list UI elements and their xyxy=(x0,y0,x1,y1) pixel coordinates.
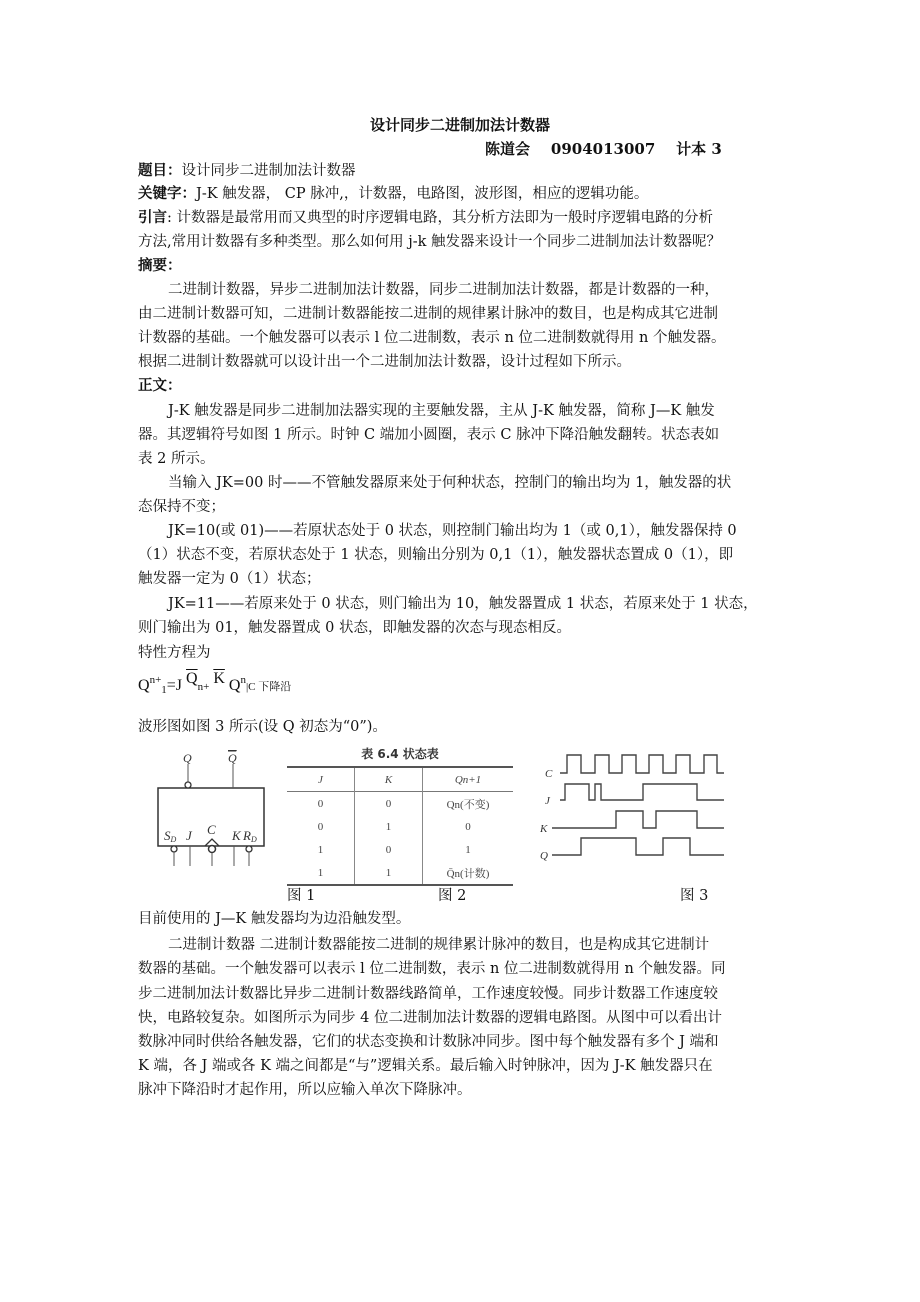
body-line: JK=11——若原来处于 0 状态，则门输出为 10，触发器置成 1 状态，若原来处于 1 状态， xyxy=(168,596,758,612)
k-signal-label: K xyxy=(540,823,548,835)
fig3-waveform xyxy=(540,748,740,868)
table-cell: 0 xyxy=(355,792,423,816)
table-cell: Q̄n(计数) xyxy=(446,867,490,880)
c-bubble xyxy=(209,846,216,853)
header-qn1: Qn+1 xyxy=(454,773,482,786)
state-table xyxy=(287,766,513,886)
keywords-label: 关键字： xyxy=(138,185,196,202)
body-line: 触发器一定为 0（1）状态； xyxy=(138,571,321,587)
formula-q2: Q xyxy=(228,677,241,694)
final-line: 步二进制加法计数器比异步二进制计数器线路简单，工作速度较慢。同步计数器工作速度较 xyxy=(138,986,718,1002)
after-fig-line: 目前使用的 J—K 触发器均为边沿触发型。 xyxy=(138,911,411,927)
formula-eq: =J xyxy=(166,677,183,694)
body-label: 正文： xyxy=(138,377,182,394)
body-line: JK=10(或 01)——若原状态处于 0 状态，则控制门输出均为 1（或 0,1），触发器保持 0 xyxy=(168,523,737,539)
table-cell: 0 xyxy=(465,820,471,833)
body-line: 表 2 所示。 xyxy=(138,451,215,467)
formula-kbar: $\overline{K}$ xyxy=(213,670,225,687)
final-line: 数器的基础。一个触发器可以表示 l 位二进制数，表示 n 位二进制数就得用 n 个触发器。同 xyxy=(138,961,726,977)
k-pin-label: K xyxy=(232,828,241,843)
formula-sup2: n xyxy=(240,674,246,686)
formula-nplus: n+ xyxy=(197,681,210,693)
body-line: 则门输出为 01，触发器置成 0 状态，即触发器的次态与现态相反。 xyxy=(138,620,572,636)
final-line: 脉冲下降沿时才起作用，所以应输入单次下降脉冲。 xyxy=(138,1082,472,1098)
table-row xyxy=(287,861,513,885)
header-j: J xyxy=(287,767,355,792)
body-line: （1）状态不变，若原状态处于 1 状态，则输出分别为 0,1（1），触发器状态置成 0（1），即 xyxy=(138,547,734,563)
c-signal-label: C xyxy=(545,768,553,780)
table-cell: 1 xyxy=(355,861,423,885)
final-line: 数脉冲同时供给各触发器，它们的状态变换和计数脉冲同步。图中每个触发器有多个 J 端和 xyxy=(138,1034,719,1050)
author-line: 陈道会 0904013007 计本 3 xyxy=(485,140,722,158)
j-signal-label: J xyxy=(545,795,550,807)
body-line: 态保持不变； xyxy=(138,499,225,515)
topic-label: 题目： xyxy=(138,162,182,179)
formula-q: Q xyxy=(138,677,150,694)
rd-pin-label: RD xyxy=(243,828,257,844)
final-line: 二进制计数器 二进制计数器能按二进制的规律累计脉冲的数目，也是构成其它进制计 xyxy=(168,937,710,953)
fig1-jk-symbol xyxy=(150,748,270,868)
final-line: 快，电路较复杂。如图所示为同步 4 位二进制加法计数器的逻辑电路图。从图中可以看出计 xyxy=(138,1010,722,1026)
formula-condition: |C 下降沿 xyxy=(245,681,292,693)
formula-qbar: $\overline{Q}$ xyxy=(186,670,198,687)
body-line: J-K 触发器是同步二进制加法器实现的主要触发器，主从 J-K 触发器，简称 J—K 触发 xyxy=(168,403,715,419)
formula-sup: n+ xyxy=(149,674,162,686)
k-waveform xyxy=(552,811,724,828)
fig2-caption: 图 2 xyxy=(438,888,467,904)
header-k: K xyxy=(355,767,423,792)
table-row xyxy=(287,815,513,838)
table-cell: 0 xyxy=(287,815,355,838)
fig3-caption: 图 3 xyxy=(680,888,709,904)
q-waveform xyxy=(552,838,724,855)
body-line: 器。其逻辑符号如图 1 所示。时钟 C 端加小圆圈，表示 C 脉冲下降沿触发翻转。状态表如 xyxy=(138,427,720,443)
formula-sub: 1 xyxy=(161,684,167,696)
table-row xyxy=(287,838,513,861)
keywords-line xyxy=(138,183,788,205)
q-label: Q xyxy=(183,751,192,765)
j-pin-label: J xyxy=(186,828,192,843)
topic-line xyxy=(138,160,788,182)
table-cell: Qn(不变) xyxy=(446,798,490,811)
state-table-title: 表 6.4 状态表 xyxy=(361,747,439,761)
table-cell: 1 xyxy=(465,843,471,856)
body-line: 当输入 JK=00 时——不管触发器原来处于何种状态，控制门的输出均为 1，触发器的状 xyxy=(168,475,732,491)
table-cell: 0 xyxy=(355,838,423,861)
c-pin-label: C xyxy=(207,822,216,837)
characteristic-equation xyxy=(138,670,292,696)
waveform-intro: 波形图如图 3 所示(设 Q 初态为“0”)。 xyxy=(138,719,387,735)
char-eq-label: 特性方程为 xyxy=(138,645,211,661)
abstract-line: 由二进制计数器可知，二进制计数器能按二进制的规律累计脉冲的数目，也是构成其它进制 xyxy=(138,306,718,322)
topic-text: 设计同步二进制加法计数器 xyxy=(181,163,356,179)
abstract-label: 摘要： xyxy=(138,257,182,274)
fig2-state-table xyxy=(287,745,513,886)
abstract-line: 计数器的基础。一个触发器可以表示 l 位二进制数，表示 n 位二进制数就得用 n 个触发器。 xyxy=(138,330,726,346)
state-table-header xyxy=(287,767,513,792)
sd-bubble xyxy=(171,846,177,852)
table-cell: 0 xyxy=(287,792,355,816)
fig1-caption: 图 1 xyxy=(287,888,316,904)
table-cell: 1 xyxy=(287,838,355,861)
intro-label: 引言 xyxy=(138,209,167,226)
intro-text: : 计数器是最常用而又典型的时序逻辑电路，其分析方法即为一般时序逻辑电路的分析 xyxy=(167,210,713,226)
sd-pin-label: SD xyxy=(164,828,177,844)
table-row xyxy=(287,792,513,816)
rd-bubble xyxy=(246,846,252,852)
abstract-line: 二进制计数器，异步二进制加法计数器，同步二进制加法计数器，都是计数器的一种， xyxy=(168,282,719,298)
q-bubble xyxy=(185,782,191,788)
qbar-label: Q xyxy=(228,751,237,765)
intro-line-1 xyxy=(138,207,788,229)
intro-line-2: 方法,常用计数器有多种类型。那么如何用 j-k 触发器来设计一个同步二进制加法计数器呢？ xyxy=(138,234,722,250)
document-title: 设计同步二进制加法计数器 xyxy=(369,116,550,134)
c-waveform xyxy=(560,755,724,773)
table-cell: 1 xyxy=(287,861,355,885)
abstract-line: 根据二进制计数器就可以设计出一个二进制加法计数器，设计过程如下所示。 xyxy=(138,354,631,370)
j-waveform xyxy=(560,784,724,800)
keywords-text: J-K 触发器， CP 脉冲,，计数器，电路图，波形图，相应的逻辑功能。 xyxy=(196,186,649,202)
table-cell: 1 xyxy=(355,815,423,838)
q-signal-label: Q xyxy=(540,850,548,862)
final-line: K 端，各 J 端或各 K 端之间都是“与”逻辑关系。最后输入时钟脉冲，因为 J-K 触发器只在 xyxy=(138,1058,713,1074)
